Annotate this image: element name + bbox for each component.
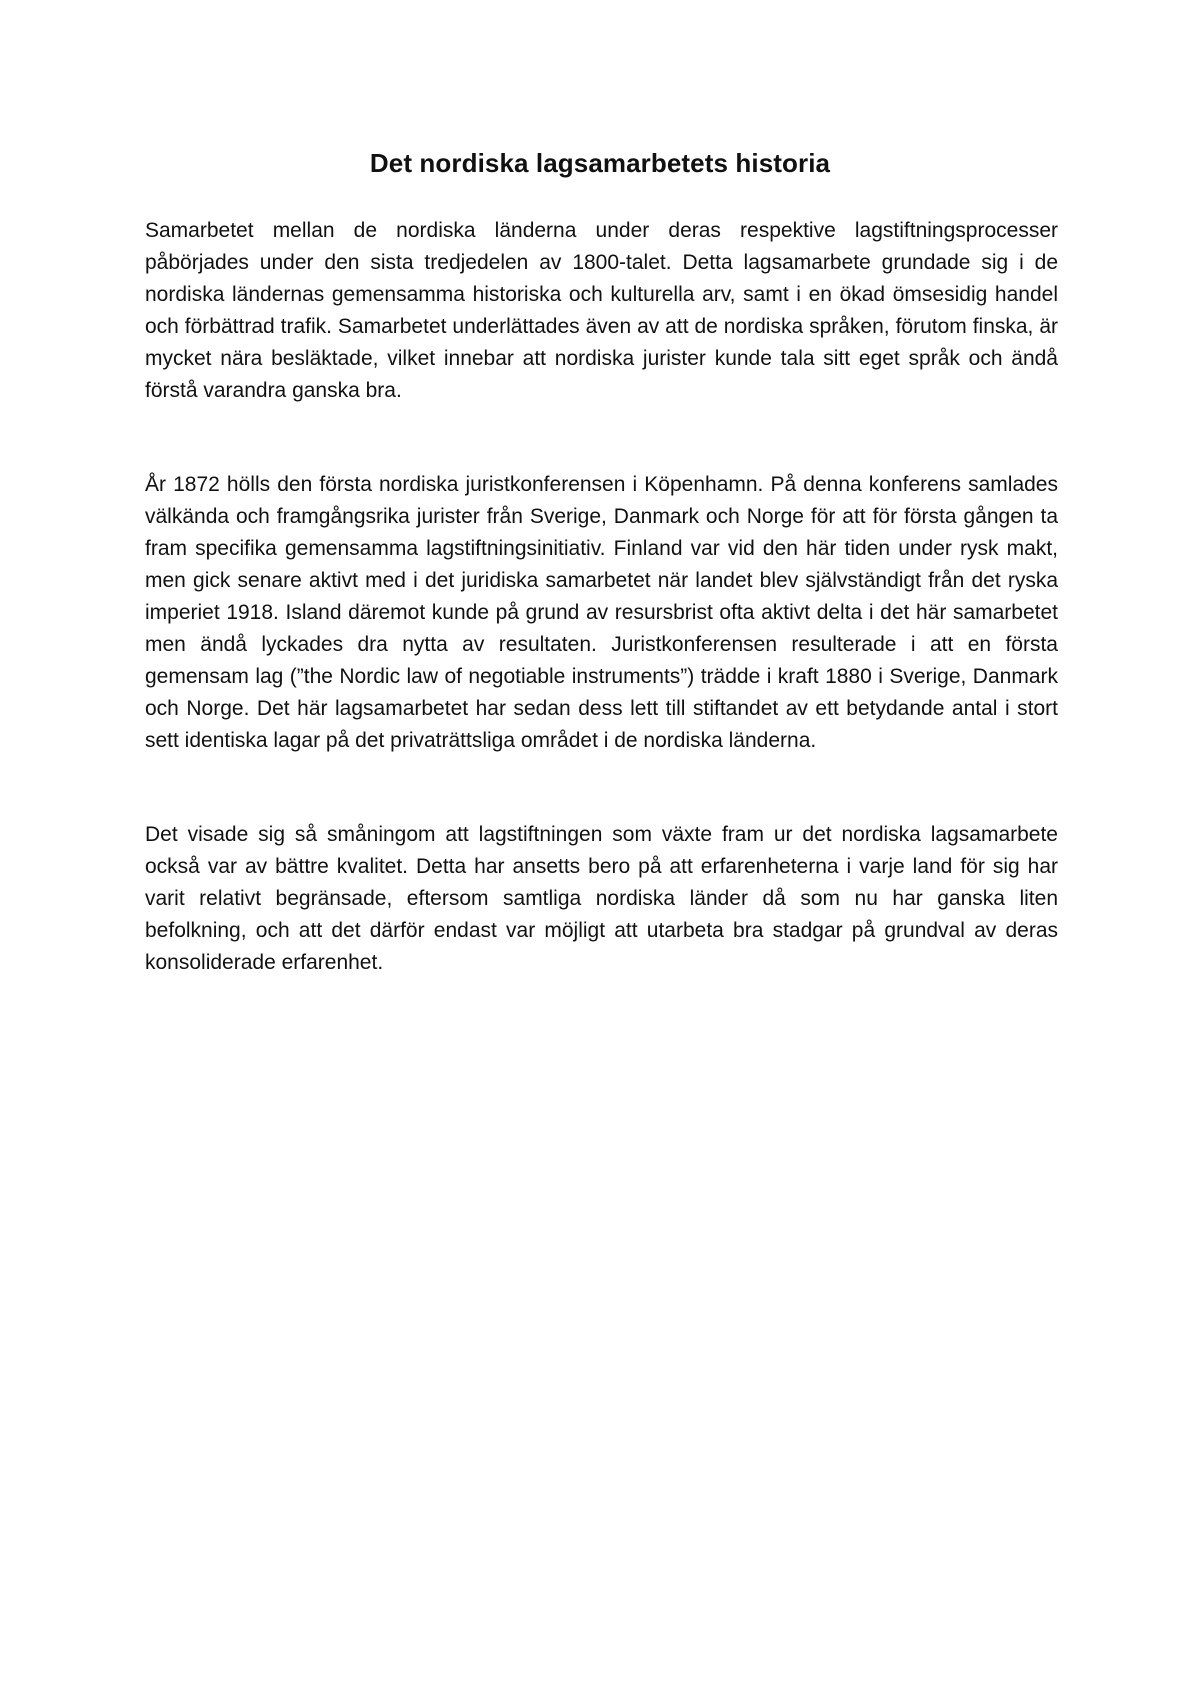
paragraph-3: Det visade sig så småningom att lagstiftningen som växte fram ur det nordiska lagsamarbete också var av bättre kvalitet. Detta har ansetts bero på att erfarenheterna i varje land för sig har varit relativt begränsade, eftersom samtliga nordiska länder då som nu har ganska liten befolkning, och att det därför endast var möjligt att utarbeta bra stadgar på grundval av deras konsoliderade erfarenhet. xyxy=(145,823,1058,974)
document-title: Det nordiska lagsamarbetets historia xyxy=(369,148,831,178)
paragraph-1: Samarbetet mellan de nordiska länderna under deras respektive lagstiftningsprocesser påbörjades under den sista tredjedelen av 1800-talet. Detta lagsamarbete grundade sig i de nordiska ländernas gemensamma historiska och kulturella arv, samt i en ökad ömsesidig handel och förbättrad trafik. Samarbetet underlättades även av att de nordiska språken, förutom finska, är mycket nära besläktade, vilket innebar att nordiska jurister kunde tala sitt eget språk och ändå förstå varandra ganska bra. xyxy=(145,219,1058,402)
paragraph-2: År 1872 hölls den första nordiska juristkonferensen i Köpenhamn. På denna konferens samlades välkända och framgångsrika jurister från Sverige, Danmark och Norge för att för första gången ta fram specifika gemensamma lagstiftningsinitiativ. Finland var vid den här tiden under rysk makt, men gick senare aktivt med i det juridiska samarbetet när landet blev självständigt från det ryska imperiet 1918. Island däremot kunde på grund av resursbrist ofta aktivt delta i det här samarbetet men ändå lyckades dra nytta av resultaten. Juristkonferensen resulterade i att en första gemensam lag (”the Nordic law of negotiable instruments”) trädde i kraft 1880 i Sverige, Danmark och Norge. Det här lagsamarbetet har sedan dess lett till stiftandet av ett betydande antal i stort sett identiska lagar på det privaträttsliga området i de nordiska länderna. xyxy=(145,473,1058,752)
